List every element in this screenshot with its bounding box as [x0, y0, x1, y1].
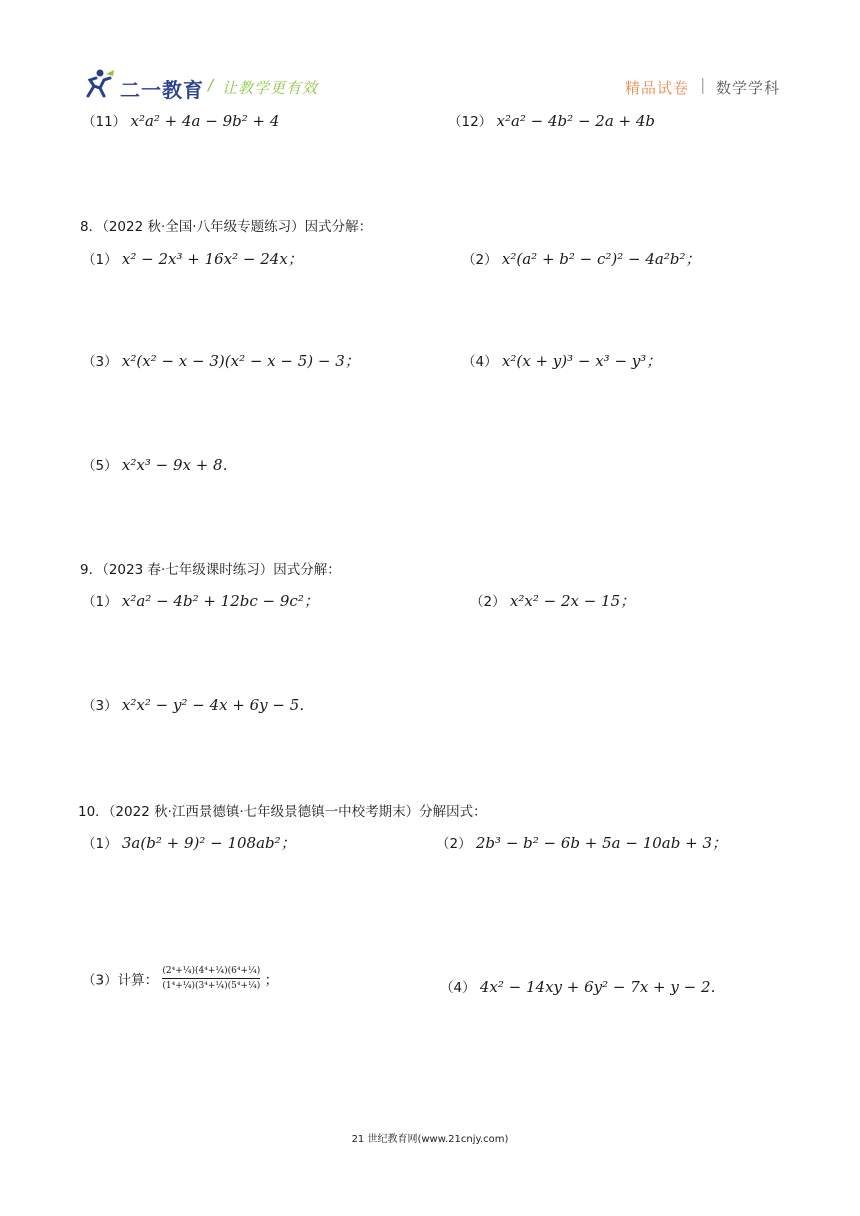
- page-footer: 21 世纪教育网(www.21cnjy.com): [351, 1134, 509, 1145]
- problem-label: （12）: [448, 114, 493, 130]
- header-slogan: 让教学更有效: [222, 79, 319, 97]
- header-quality-label: 精品试卷: [625, 79, 690, 97]
- part-label: （1）: [82, 836, 118, 852]
- part-expression: x² − 2x³ + 16x² − 24x；: [121, 250, 303, 268]
- part-expression: 3a(b² + 9)² − 108ab²；: [121, 834, 296, 852]
- problem-11: [82, 110, 279, 130]
- question-9-part-1: [82, 590, 319, 611]
- question-10-part-1: [82, 832, 296, 853]
- part-expression: x²x² − y² − 4x + 6y − 5．: [121, 696, 315, 714]
- question-8-title: 8．（2022 秋·全国·八年级专题练习）因式分解：: [80, 219, 373, 235]
- question-10-part-4: [440, 976, 726, 997]
- fraction-denominator: (1⁴+¼)(3⁴+¼)(5⁴+¼): [162, 981, 261, 991]
- header-separator: |: [700, 75, 706, 94]
- problem-expression: x²a² − 4b² − 2a + 4b: [496, 112, 656, 130]
- part-expression: 2b³ − b² − 6b + 5a − 10ab + 3；: [475, 834, 727, 852]
- fraction-bar: [162, 978, 260, 979]
- running-figure-logo-icon: [80, 66, 116, 102]
- question-9-title: 9．（2023 春·七年级课时练习）因式分解：: [80, 562, 341, 578]
- part-label: （3）: [82, 698, 118, 714]
- part-label: （3）计算：: [82, 972, 159, 989]
- part-end-punct: ；: [264, 972, 279, 989]
- part-label: （4）: [440, 980, 476, 996]
- part-label: （2）: [462, 252, 498, 268]
- question-9-part-3: [82, 694, 314, 715]
- question-8-part-1: [82, 248, 303, 269]
- question-10-part-3: [82, 966, 278, 991]
- fraction: [162, 966, 260, 991]
- part-label: （1）: [82, 252, 118, 268]
- header-subject-label: 数学学科: [716, 79, 781, 97]
- part-label: （3）: [82, 354, 118, 370]
- brand-name: 二一教育: [120, 78, 204, 102]
- part-label: （4）: [462, 354, 498, 370]
- question-8-part-2: [462, 248, 701, 269]
- part-expression: x²(x² − x − 3)(x² − x − 5) − 3；: [121, 352, 360, 370]
- part-expression: x²(x + y)³ − x³ − y³；: [501, 352, 662, 370]
- part-label: （5）: [82, 458, 118, 474]
- question-10-title: 10．（2022 秋·江西景德镇·七年级景德镇一中校考期末）分解因式：: [78, 804, 487, 820]
- problem-12: [448, 110, 655, 130]
- part-label: （2）: [436, 836, 472, 852]
- question-10-part-2: [436, 832, 727, 853]
- part-expression: x²(a² + b² − c²)² − 4a²b²；: [501, 250, 701, 268]
- question-8-part-4: [462, 350, 661, 371]
- part-expression: x²a² − 4b² + 12bc − 9c²；: [121, 592, 319, 610]
- header-slash: /: [208, 76, 214, 94]
- page-header: [0, 0, 860, 110]
- part-expression: x²x² − 2x − 15；: [509, 592, 636, 610]
- problem-label: （11）: [82, 114, 127, 130]
- part-expression: x²x³ − 9x + 8．: [121, 456, 238, 474]
- part-expression: 4x² − 14xy + 6y² − 7x + y − 2．: [479, 978, 726, 996]
- problem-expression: x²a² + 4a − 9b² + 4: [130, 112, 280, 130]
- part-label: （1）: [82, 594, 118, 610]
- question-8-part-5: [82, 454, 238, 475]
- fraction-numerator: (2⁴+¼)(4⁴+¼)(6⁴+¼): [162, 966, 261, 976]
- question-9-part-2: [470, 590, 635, 611]
- question-8-part-3: [82, 350, 360, 371]
- part-label: （2）: [470, 594, 506, 610]
